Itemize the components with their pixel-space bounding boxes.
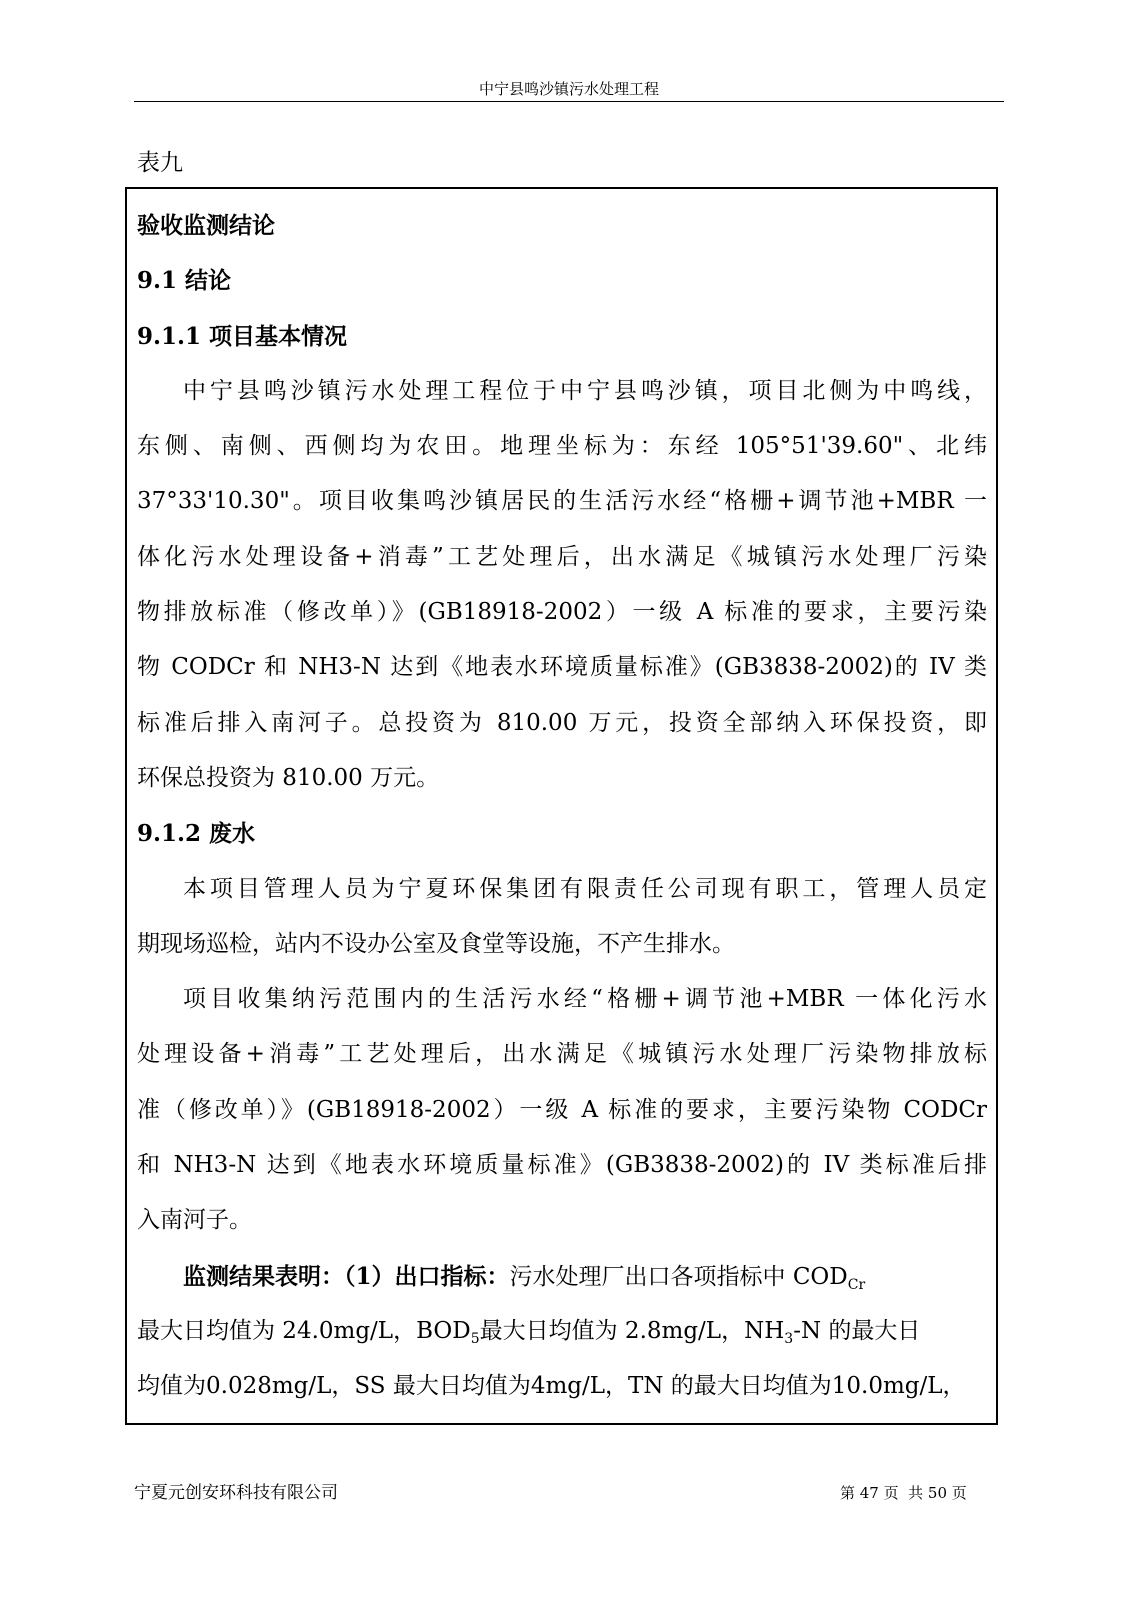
conclusion-box xyxy=(125,187,998,1425)
text-line: 均值为0.028mg/L，SS 最大日均值为4mg/L，TN 的最大日均值为10.0mg/L， xyxy=(137,1373,966,1400)
section-title: 验收监测结论 xyxy=(137,212,275,239)
text-line xyxy=(137,1249,987,1304)
text-segment: -N 的最大日 xyxy=(793,1317,921,1344)
text-line: 物排放标准（修改单）》(GB18918-2002）一级 A 标准的要求，主要污染 xyxy=(137,599,987,626)
text-segment: 最大日均值为 2.8mg/L，NH xyxy=(479,1317,785,1344)
text-line: 项目收集纳污范围内的生活污水经“格栅+调节池+MBR 一体化污水 xyxy=(183,986,987,1013)
paragraph-monitoring-results xyxy=(137,1249,987,1415)
text-line: 东侧、南侧、西侧均为农田。地理坐标为：东经 105°51'39.60"、北纬 xyxy=(137,433,987,460)
text-line: 中宁县鸣沙镇污水处理工程位于中宁县鸣沙镇，项目北侧为中鸣线， xyxy=(183,377,987,404)
text-line: 环保总投资为 810.00 万元。 xyxy=(137,764,440,791)
table-label: 表九 xyxy=(137,150,183,176)
text-line: 物 CODCr 和 NH3-N 达到《地表水环境质量标准》(GB3838-2002)的 IV 类 xyxy=(137,654,987,681)
text-line xyxy=(137,1304,987,1359)
text-line: 37°33'10.30"。项目收集鸣沙镇居民的生活污水经“格栅+调节池+MBR 一 xyxy=(137,488,987,515)
heading-9-1: 9.1 结论 xyxy=(137,267,232,295)
paragraph-staff xyxy=(137,862,987,973)
text-line: 体化污水处理设备+消毒”工艺处理后，出水满足《城镇污水处理厂污染 xyxy=(137,543,987,570)
text-line: 和 NH3-N 达到《地表水环境质量标准》(GB3838-2002)的 IV 类标准后排 xyxy=(137,1152,987,1179)
text-line: 处理设备+消毒”工艺处理后，出水满足《城镇污水处理厂污染物排放标 xyxy=(137,1041,987,1068)
conclusion-content xyxy=(137,198,987,1415)
text-segment: 污水处理厂出口各项指标中 COD xyxy=(509,1263,848,1290)
footer-company: 宁夏元创安环科技有限公司 xyxy=(134,1483,338,1503)
paragraph-treatment xyxy=(137,972,987,1248)
subscript: 5 xyxy=(470,1330,480,1347)
heading-9-1-1: 9.1.1 项目基本情况 xyxy=(137,322,348,350)
text-line: 标准后排入南河子。总投资为 810.00 万元，投资全部纳入环保投资，即 xyxy=(137,709,987,736)
text-segment: 最大日均值为 24.0mg/L，BOD xyxy=(137,1317,471,1344)
running-header-title: 中宁县鸣沙镇污水处理工程 xyxy=(478,80,659,98)
text-line: 准（修改单）》(GB18918-2002）一级 A 标准的要求，主要污染物 CODCr xyxy=(137,1096,987,1123)
results-lead: 监测结果表明：（1）出口指标： xyxy=(183,1262,510,1290)
heading-9-1-2: 9.1.2 废水 xyxy=(137,820,256,848)
header-divider xyxy=(134,101,1004,102)
text-line: 本项目管理人员为宁夏环保集团有限责任公司现有职工，管理人员定 xyxy=(183,875,987,902)
paragraph-project-overview xyxy=(137,364,987,806)
subscript: 3 xyxy=(784,1330,794,1347)
text-line: 期现场巡检，站内不设办公室及食堂等设施，不产生排水。 xyxy=(137,930,735,957)
text-line: 入南河子。 xyxy=(137,1207,252,1234)
subscript: Cr xyxy=(847,1276,866,1293)
footer-page-number: 第 47 页 共 50 页 xyxy=(840,1484,967,1502)
